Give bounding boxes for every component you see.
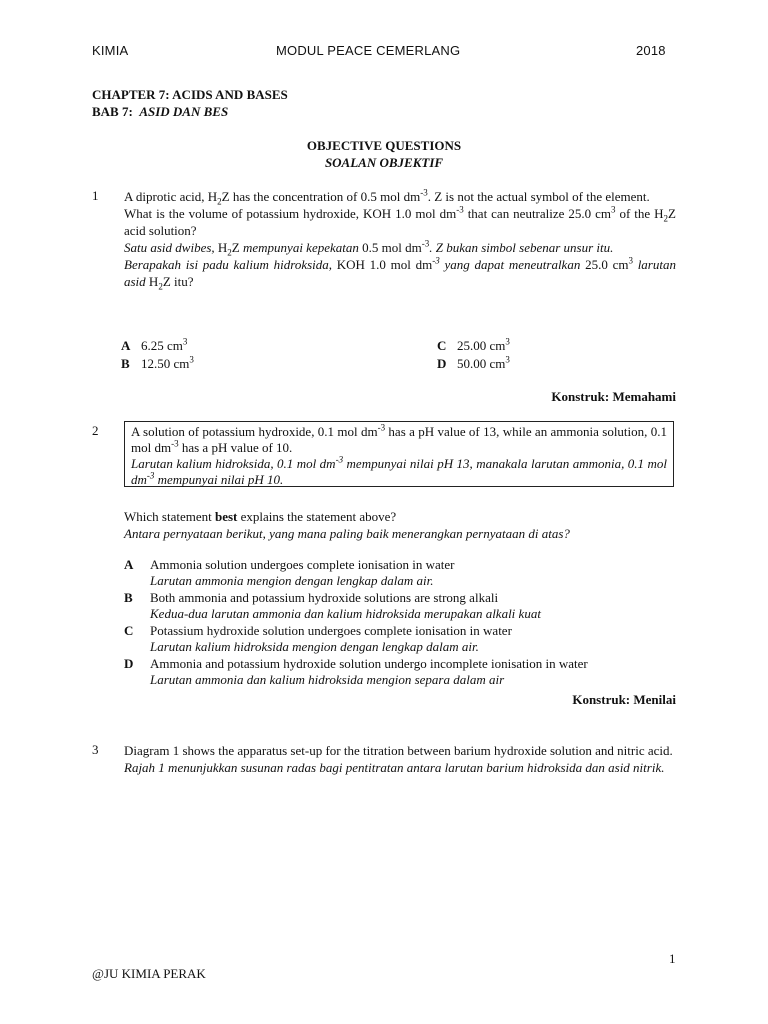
q2-konstruk: Konstruk: Menilai <box>572 692 676 707</box>
q3-ms: Rajah 1 menunjukkan susunan radas bagi pentitratan antara larutan barium hidroksida dan asid nitrik. <box>124 760 665 775</box>
header-year: 2018 <box>636 43 666 58</box>
q1-option-b: B 12.50 $cm^3$ <box>121 354 194 371</box>
chapter-title: CHAPTER 7: ACIDS AND BASES <box>92 87 288 102</box>
q1-stem <box>124 188 676 290</box>
footer-credit: @JU KIMIA PERAK <box>92 966 206 981</box>
q2-statement-box <box>124 421 674 487</box>
q3-en: Diagram 1 shows the apparatus set-up for the titration between barium hydroxide solution and nitric acid. <box>124 743 673 758</box>
q1-en-line1: A diprotic acid, $H_2Z$ has the concentration of 0.5 mol $dm^{-3}$. Z is not the actual symbol of the element. <box>124 187 650 207</box>
q2-box-ms: Larutan kalium hidroksida, 0.1 mol $dm^{-3}$ mempunyai nilai pH 13, manakala larutan ammonia, 0.1 mol $dm^{-3}$ mempunyai nilai pH 10. <box>131 454 667 487</box>
q3-stem <box>124 742 676 776</box>
q1-option-a: A 6.25 $cm^3$ <box>121 336 188 353</box>
q1-en-line2: What is the volume of potassium hydroxide, KOH 1.0 mol $dm^{-3}$ that can neutralize 25.0 $cm^3$ of the $H_2Z$ acid solution? <box>124 204 676 238</box>
q2-option-c: C Potassium hydroxide solution undergoes complete ionisation in water Larutan kalium hidroksida mengion dengan lengkap dalam air. <box>124 623 512 654</box>
q2-stem <box>124 508 676 542</box>
q1-ms-line2: Berapakah isi padu kalium hidroksida, KOH 1.0 mol $dm^{-3}$ yang dapat meneutralkan 25.0 $cm^3$ larutan asid $H_2Z$ itu? <box>124 255 676 292</box>
q2-option-b: B Both ammonia and potassium hydroxide solutions are strong alkali Kedua-dua larutan ammonia dan kalium hidroksida merupakan alkali kuat <box>124 590 541 621</box>
q1-ms-line1: Satu asid dwibes, $H_2Z$ mempunyai kepekatan 0.5 mol $dm^{-3}$. Z bukan simbol sebenar unsur itu. <box>124 238 614 258</box>
q2-stem-ms: Antara pernyataan berikut, yang mana paling baik menerangkan pernyataan di atas? <box>124 526 570 541</box>
section-title: OBJECTIVE QUESTIONS <box>306 138 462 153</box>
q2-stem-en: Which statement best explains the statement above? <box>124 509 397 524</box>
header-subject: KIMIA <box>92 43 129 58</box>
q1-konstruk: Konstruk: Memahami <box>551 389 676 404</box>
q2-number: 2 <box>92 423 99 438</box>
q2-option-a: A Ammonia solution undergoes complete ionisation in water Larutan ammonia mengion dengan lengkap dalam air. <box>124 557 455 588</box>
q1-option-d: D 50.00 $cm^3$ <box>437 354 510 371</box>
q2-box-en: A solution of potassium hydroxide, 0.1 mol $dm^{-3}$ has a pH value of 13, while an ammonia solution, 0.1 mol $dm^{-3}$ has a pH value of 10. <box>131 422 667 455</box>
q1-number: 1 <box>92 188 99 203</box>
section-subtitle: SOALAN OBJEKTIF <box>324 155 444 170</box>
q1-option-c: C 25.00 $cm^3$ <box>437 336 510 353</box>
chapter-title-malay: BAB 7: ASID DAN BES <box>92 104 229 119</box>
q3-number: 3 <box>92 742 99 757</box>
q2-option-d: D Ammonia and potassium hydroxide solution undergo incomplete ionisation in water Larutan ammonia dan kalium hidroksida mengion separa dalam air <box>124 656 588 687</box>
q2-options <box>124 557 676 688</box>
page-number: 1 <box>669 951 676 966</box>
header-module-title: MODUL PEACE CEMERLANG <box>276 43 461 58</box>
